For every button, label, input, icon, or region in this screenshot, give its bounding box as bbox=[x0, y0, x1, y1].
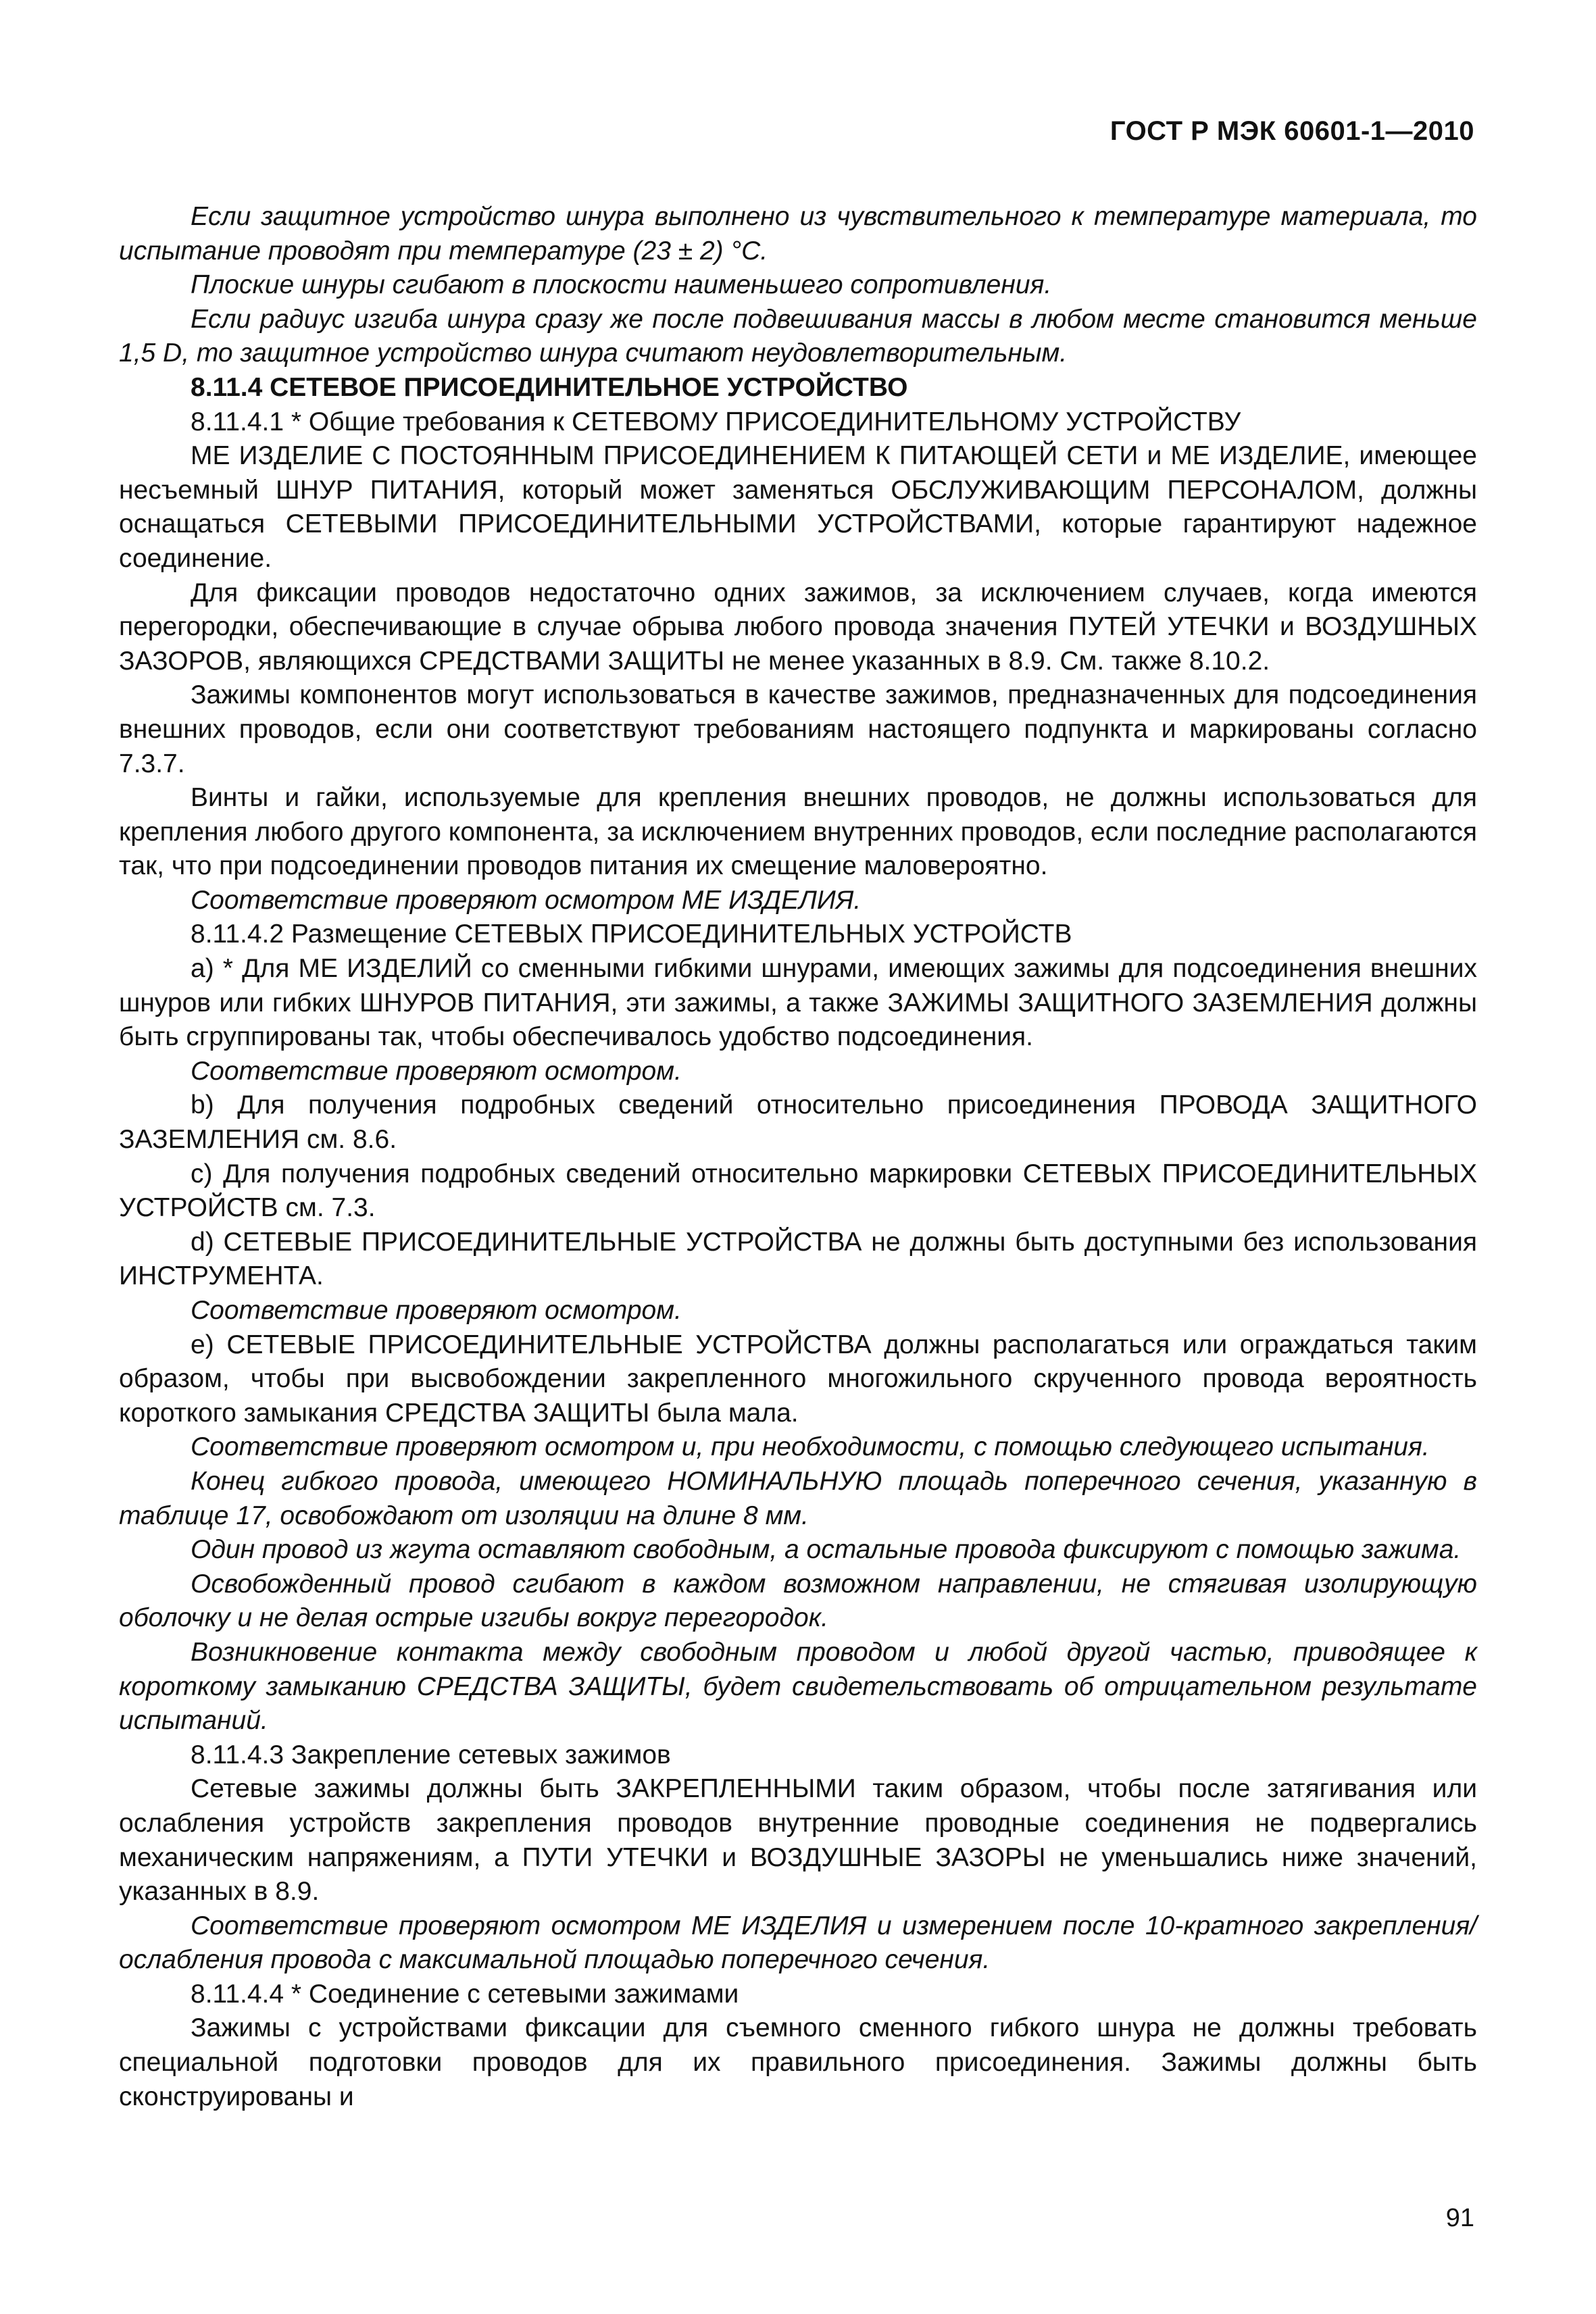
italic-paragraph: Соответствие проверяют осмотром и, при необходимости, с помощью следующего испытания. bbox=[191, 1432, 1430, 1462]
italic-paragraph: Соответствие проверяют осмотром. bbox=[191, 1056, 682, 1086]
italic-paragraph: Соответствие проверяют осмотром МЕ ИЗДЕЛИЯ и измерением после 10-кратного закрепления/ослабления провода с максимальной площадью поперечного сечения. bbox=[119, 1911, 1477, 1975]
paragraph: 8.11.4.3 Закрепление сетевых зажимов bbox=[191, 1740, 671, 1769]
italic-paragraph: Если защитное устройство шнура выполнено из чувствительного к температуре материала, то испытание проводят при температуре (23 ± 2) °С. bbox=[119, 202, 1477, 266]
paragraph: Винты и гайки, используемые для крепления внешних проводов, не должны использоваться для крепления любого другого компонента, за исключением внутренних проводов, если последние располагаются так, что при подсоединении проводов питания их смещение маловероятно. bbox=[119, 783, 1477, 881]
paragraph: 8.11.4.1 * Общие требования к СЕТЕВОМУ ПРИСОЕДИНИТЕЛЬНОМУ УСТРОЙСТВУ bbox=[191, 407, 1241, 436]
paragraph: d) СЕТЕВЫЕ ПРИСОЕДИНИТЕЛЬНЫЕ УСТРОЙСТВА не должны быть доступными без использования ИНСТРУМЕНТА. bbox=[119, 1227, 1477, 1291]
italic-paragraph: Соответствие проверяют осмотром. bbox=[191, 1296, 682, 1325]
paragraph: b) Для получения подробных сведений относительно присоединения ПРОВОДА ЗАЩИТНОГО ЗАЗЕМЛЕНИЯ см. 8.6. bbox=[119, 1090, 1477, 1155]
section-heading: 8.11.4 СЕТЕВОЕ ПРИСОЕДИНИТЕЛЬНОЕ УСТРОЙСТВО bbox=[191, 372, 908, 402]
italic-paragraph: Возникновение контакта между свободным проводом и любой другой частью, приводящее к короткому замыканию СРЕДСТВА ЗАЩИТЫ, будет свидетельствовать об отрицательном результате испытаний. bbox=[119, 1637, 1477, 1736]
document-body bbox=[119, 200, 1477, 2114]
paragraph: МЕ ИЗДЕЛИЕ С ПОСТОЯННЫМ ПРИСОЕДИНЕНИЕМ К ПИТАЮЩЕЙ СЕТИ и МЕ ИЗДЕЛИЕ, имеющее несъемный ШНУР ПИТАНИЯ, который может заменяться ОБСЛУЖИВАЮЩИМ ПЕРСОНАЛОМ, должны оснащаться СЕТЕВЫМИ ПРИСОЕДИНИТЕЛЬНЫМИ УСТРОЙСТВАМИ, которые гарантируют надежное соединение. bbox=[119, 441, 1477, 573]
paragraph: a) * Для МЕ ИЗДЕЛИЙ со сменными гибкими шнурами, имеющих зажимы для подсоединения внешних шнуров или гибких ШНУРОВ ПИТАНИЯ, эти зажимы, а также ЗАЖИМЫ ЗАЩИТНОГО ЗАЗЕМЛЕНИЯ должны быть сгруппированы так, чтобы обеспечивалось удобство подсоединения. bbox=[119, 954, 1477, 1052]
paragraph: e) СЕТЕВЫЕ ПРИСОЕДИНИТЕЛЬНЫЕ УСТРОЙСТВА должны располагаться или ограждаться таким образом, чтобы при высвобождении закрепленного многожильного скрученного провода вероятность короткого замыкания СРЕДСТВА ЗАЩИТЫ была мала. bbox=[119, 1330, 1477, 1428]
paragraph: Зажимы с устройствами фиксации для съемного сменного гибкого шнура не должны требовать специальной подготовки проводов для их правильного присоединения. Зажимы должны быть сконструированы и bbox=[119, 2013, 1477, 2111]
paragraph: Зажимы компонентов могут использоваться в качестве зажимов, предназначенных для подсоединения внешних проводов, если они соответствуют требованиям настоящего подпункта и маркированы согласно 7.3.7. bbox=[119, 680, 1477, 778]
italic-paragraph: Если радиус изгиба шнура сразу же после подвешивания массы в любом месте становится меньше 1,5 D, то защитное устройство шнура считают неудовлетворительным. bbox=[119, 304, 1477, 368]
italic-paragraph: Плоские шнуры сгибают в плоскости наименьшего сопротивления. bbox=[191, 270, 1052, 300]
paragraph: Для фиксации проводов недостаточно одних зажимов, за исключением случаев, когда имеются перегородки, обеспечивающие в случае обрыва любого провода значения ПУТЕЙ УТЕЧКИ и ВОЗДУШНЫХ ЗАЗОРОВ, являющихся СРЕДСТВАМИ ЗАЩИТЫ не менее указанных в 8.9. См. также 8.10.2. bbox=[119, 578, 1477, 676]
paragraph: 8.11.4.4 * Соединение с сетевыми зажимами bbox=[191, 1979, 739, 2009]
italic-paragraph: Один провод из жгута оставляют свободным, а остальные провода фиксируют с помощью зажима. bbox=[191, 1535, 1462, 1565]
italic-paragraph: Соответствие проверяют осмотром МЕ ИЗДЕЛИЯ. bbox=[191, 885, 862, 915]
paragraph: Сетевые зажимы должны быть ЗАКРЕПЛЕННЫМИ таким образом, чтобы после затягивания или ослабления устройств закрепления проводов внутренние проводные соединения не подвергались механическим напряжениям, а ПУТИ УТЕЧКИ и ВОЗДУШНЫЕ ЗАЗОРЫ не уменьшались ниже значений, указанных в 8.9. bbox=[119, 1774, 1477, 1907]
paragraph: 8.11.4.2 Размещение СЕТЕВЫХ ПРИСОЕДИНИТЕЛЬНЫХ УСТРОЙСТВ bbox=[191, 920, 1072, 949]
italic-paragraph: Конец гибкого провода, имеющего НОМИНАЛЬНУЮ площадь поперечного сечения, указанную в таблице 17, освобождают от изоляции на длине 8 мм. bbox=[119, 1466, 1477, 1530]
italic-paragraph: Освобожденный провод сгибают в каждом возможном направлении, не стягивая изолирующую оболочку и не делая острые изгибы вокруг перегородок. bbox=[119, 1569, 1477, 1633]
paragraph: c) Для получения подробных сведений относительно маркировки СЕТЕВЫХ ПРИСОЕДИНИТЕЛЬНЫХ УСТРОЙСТВ см. 7.3. bbox=[119, 1159, 1477, 1223]
page-number: 91 bbox=[1445, 2204, 1474, 2232]
document-header: ГОСТ Р МЭК 60601-1—2010 bbox=[1109, 116, 1474, 146]
